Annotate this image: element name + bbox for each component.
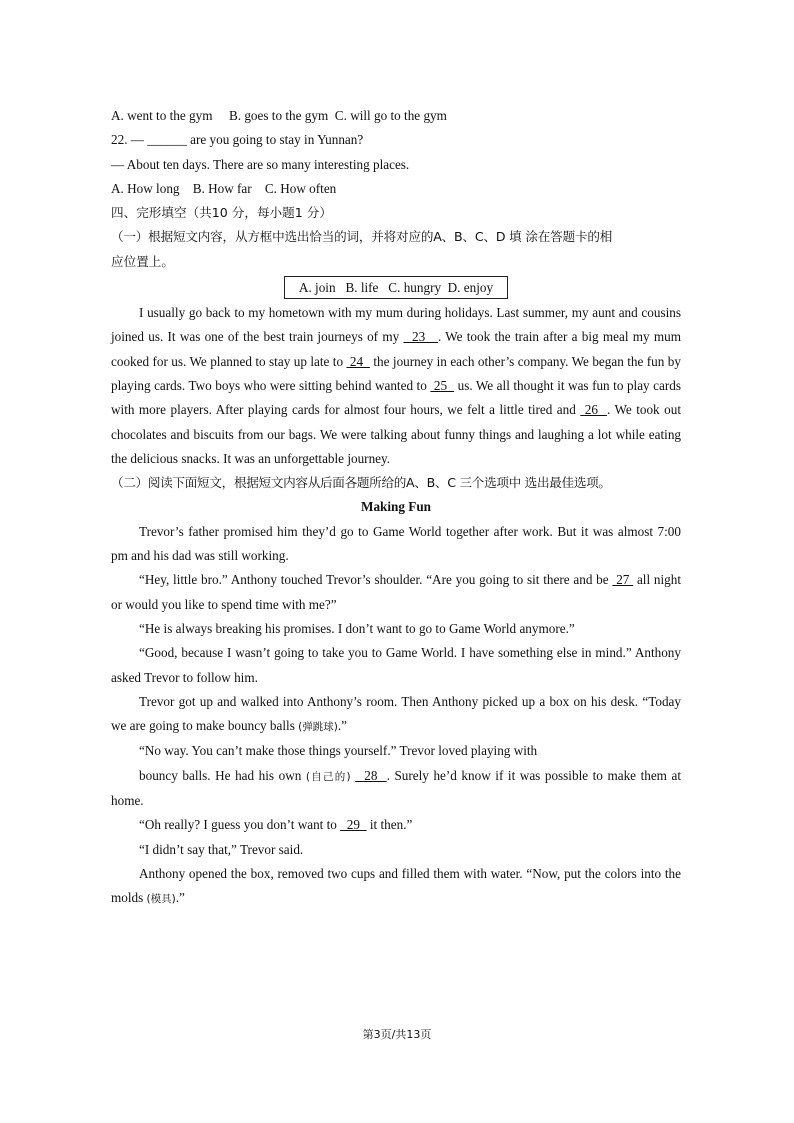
p2-text-a: “Hey, little bro.” Anthony touched Trevor’s shoulder. “Are you going to sit there and be (139, 572, 613, 588)
word-box-row (111, 276, 681, 300)
q22-question: 22. — ______ are you going to stay in Yunnan? (111, 132, 364, 148)
story-paragraph-6: “No way. You can’t make those things yourself.” Trevor loved playing with (139, 743, 538, 759)
p5-chinese-gloss: (弹跳球) (298, 721, 338, 734)
passage-text-1: I usually go back to my hometown with my mum during holidays. Last summer, my aunt and cousins joined us. It was one of the best train journeys of my (111, 305, 681, 345)
story-paragraph-4: “Good, because I wasn’t going to take you to Game World. I have something else in mind.” Anthony asked Trevor to follow him. (111, 645, 681, 685)
q22-answer: — About ten days. There are so many interesting places. (111, 156, 410, 172)
story-paragraph-1: Trevor’s father promised him they’d go to Game World together after work. But it was almost 7:00 pm and his dad was still working. (111, 523, 681, 564)
part2-instruction: （二）阅读下面短文，根据短文内容从后面各题所给的A、B、C 三个选项中 选出最佳选项。 (111, 475, 611, 491)
story-paragraph-10 (111, 862, 681, 912)
story-paragraph-5 (111, 690, 681, 740)
blank-26: 26 (580, 402, 607, 418)
story-paragraph-2 (111, 568, 681, 617)
story-title: Making Fun (361, 499, 431, 515)
part1-instruction-line2: 应位置上。 (111, 253, 174, 269)
p7-chinese-gloss: (自己的) (305, 770, 351, 783)
story-paragraph-7 (111, 764, 681, 814)
part1-instruction-line1: （一）根据短文内容，从方框中选出恰当的词，并将对应的A、B、C、D 填 涂在答题卡的相 (111, 229, 613, 245)
p8-text-a: “Oh really? I guess you don’t want to (139, 817, 341, 833)
section4-heading: 四、完形填空（共10 分，每小题1 分） (111, 205, 332, 221)
p7-text-b: . Surely he’d know if it was possible to make them at home. (111, 767, 682, 809)
story-paragraph-8 (111, 813, 681, 837)
word-box: A. join B. life C. hungry D. enjoy (284, 276, 508, 299)
passage-text-4: us. We all thought it was fun to play cards with more players. After playing cards for almost four hours, we felt a little tired and (111, 377, 681, 418)
blank-23: 23 (403, 329, 438, 345)
story-paragraph-3: “He is always breaking his promises. I don’t want to go to Game World anymore.” (139, 620, 575, 636)
p8-text-b: it then.” (366, 817, 413, 833)
blank-28: 28 (355, 767, 387, 783)
p7-text-a: bouncy balls. He had his own (139, 767, 306, 783)
page-footer: 第3页/共13页 (362, 1028, 432, 1041)
p10-chinese-gloss: (模具) (146, 893, 176, 906)
p10-text-a: Anthony opened the box, removed two cups and filled them with water. “Now, put the colors into the molds (111, 865, 681, 906)
p5-text-b: .” (337, 718, 347, 734)
passage-text-3: the journey in each other’s company. We began the fun by playing cards. Two boys who were sitting behind wanted to (111, 353, 681, 393)
blank-25: 25 (430, 377, 455, 393)
cloze-passage (111, 301, 681, 471)
p5-text-a: Trevor got up and walked into Anthony’s room. Then Anthony picked up a box on his desk. “Today we are going to make bouncy balls (111, 693, 681, 734)
story-paragraph-9: “I didn’t say that,” Trevor said. (139, 841, 304, 857)
blank-29: 29 (340, 817, 367, 833)
blank-27: 27 (612, 572, 634, 588)
q22-options: A. How long B. How far C. How often (111, 180, 337, 196)
blank-24: 24 (346, 353, 370, 369)
document-page (111, 104, 681, 912)
q21-options: A. went to the gym B. goes to the gym C. will go to the gym (111, 108, 447, 123)
p2-text-b: all night or would you like to spend time with me?” (111, 572, 682, 612)
p10-text-b: .” (175, 890, 185, 906)
passage-text-5: . We took out chocolates and biscuits from our bags. We were talking about funny things and laughing a lot while eating the delicious snacks. It was an unforgettable journey. (111, 402, 681, 466)
passage-text-2: . We took the train after a big meal my mum cooked for us. We planned to stay up late to (111, 329, 681, 369)
